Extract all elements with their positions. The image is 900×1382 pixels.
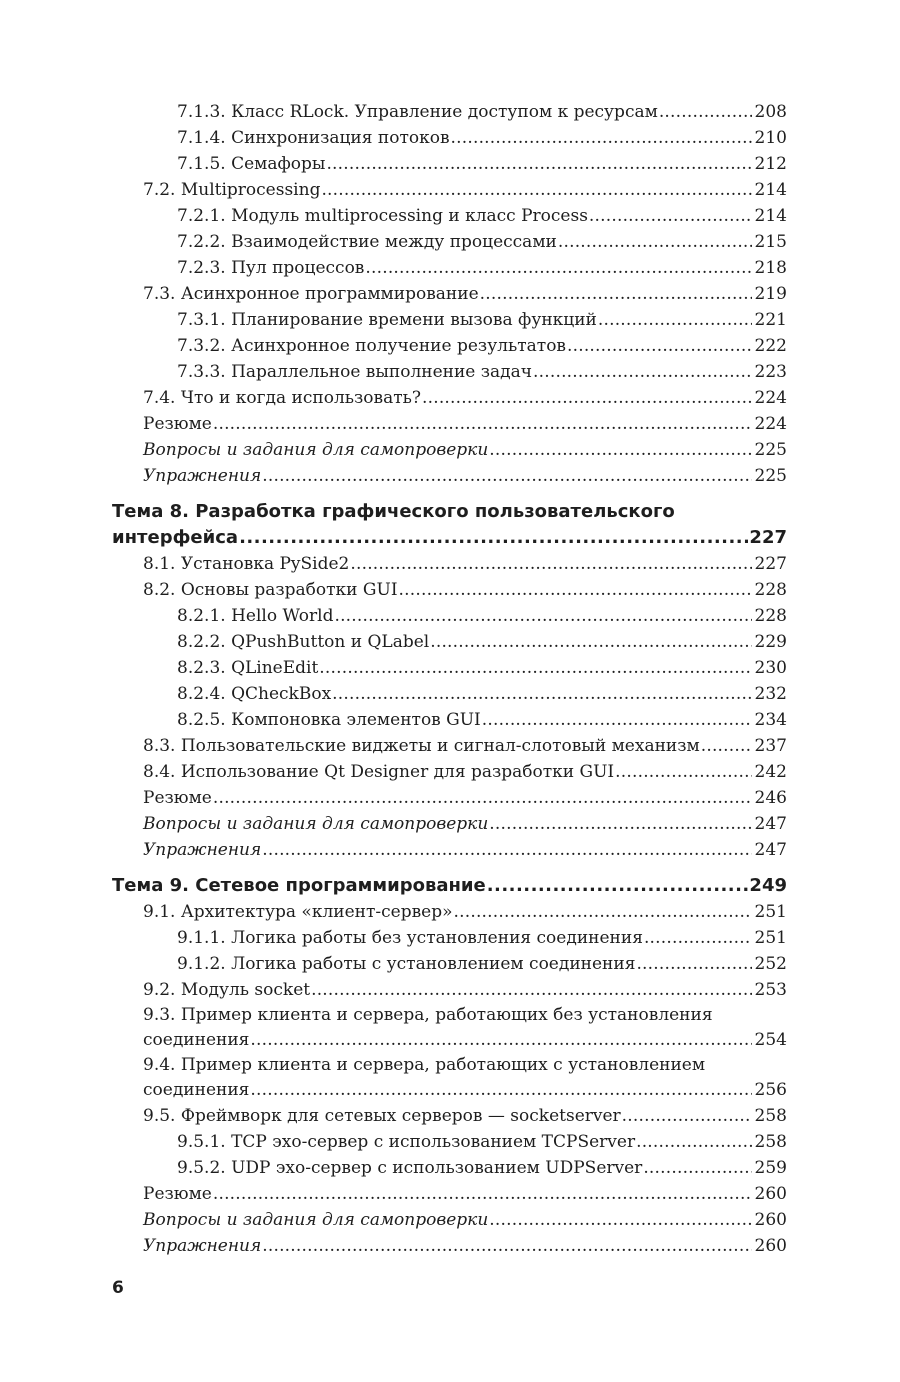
toc-entry xyxy=(112,229,787,255)
page-ref: 234 xyxy=(754,710,787,730)
dot-leader xyxy=(321,177,752,203)
entry-title: 8.1. Установка PySide2 xyxy=(143,554,350,574)
toc-entry xyxy=(112,333,787,359)
toc-entry xyxy=(112,655,787,681)
entry-title: 8.2.5. Компоновка элементов GUI xyxy=(177,710,481,730)
page-ref: 221 xyxy=(754,310,787,330)
chapter-title-line1: Тема 8. Разработка графического пользовательского xyxy=(112,501,675,522)
page-ref: 219 xyxy=(754,284,787,304)
page-ref: 215 xyxy=(754,232,787,252)
page-ref: 229 xyxy=(754,632,787,652)
toc-entry xyxy=(112,977,787,1003)
dot-leader xyxy=(454,899,752,925)
entry-title: 9.5.2. UDP эхо-сервер с использованием UDPServer xyxy=(177,1158,643,1178)
toc-entry xyxy=(112,925,787,951)
page-ref: 260 xyxy=(754,1210,787,1230)
page-ref: 227 xyxy=(749,527,787,548)
entry-title: 7.2.3. Пул процессов xyxy=(177,258,365,278)
page-ref: 252 xyxy=(754,954,787,974)
toc-group-chapter9-cont xyxy=(112,1103,787,1259)
entry-title: 8.2. Основы разработки GUI xyxy=(143,580,398,600)
page-ref: 230 xyxy=(754,658,787,678)
entry-title: Упражнения xyxy=(143,840,262,860)
dot-leader xyxy=(489,1207,752,1233)
page-ref: 251 xyxy=(754,928,787,948)
dot-leader xyxy=(250,1078,752,1103)
dot-leader xyxy=(636,1129,752,1155)
page-ref: 222 xyxy=(754,336,787,356)
page-ref: 224 xyxy=(754,414,787,434)
entry-title: 9.1. Архитектура «клиент-сервер» xyxy=(143,902,453,922)
toc-entry xyxy=(112,759,787,785)
page-ref: 259 xyxy=(754,1158,787,1178)
entry-title: 8.2.3. QLineEdit xyxy=(177,658,319,678)
dot-leader xyxy=(533,359,752,385)
page-ref: 228 xyxy=(754,580,787,600)
page-ref: 218 xyxy=(754,258,787,278)
dot-leader xyxy=(213,1181,752,1207)
toc-entry xyxy=(112,1103,787,1129)
dot-leader xyxy=(451,125,752,151)
entry-title: Резюме xyxy=(143,414,212,434)
dot-leader xyxy=(659,99,752,125)
dot-leader xyxy=(239,525,748,551)
table-of-contents xyxy=(112,99,787,1259)
entry-title: 7.3.3. Параллельное выполнение задач xyxy=(177,362,533,382)
chapter-title: Тема 9. Сетевое программирование xyxy=(112,875,486,896)
toc-entry xyxy=(112,681,787,707)
page-ref: 258 xyxy=(754,1106,787,1126)
dot-leader xyxy=(365,255,752,281)
entry-title: Резюме xyxy=(143,788,212,808)
entry-title: 7.2.1. Модуль multiprocessing и класс Process xyxy=(177,206,588,226)
dot-leader xyxy=(589,203,752,229)
dot-leader xyxy=(567,333,752,359)
entry-title: Упражнения xyxy=(143,466,262,486)
entry-title: 7.3.1. Планирование времени вызова функций xyxy=(177,310,597,330)
dot-leader xyxy=(213,411,752,437)
page-ref: 247 xyxy=(754,840,787,860)
entry-title: 8.4. Использование Qt Designer для разработки GUI xyxy=(143,762,615,782)
page-ref: 260 xyxy=(754,1184,787,1204)
entry-title: 9.5. Фреймворк для сетевых серверов — socketserver xyxy=(143,1106,621,1126)
entry-title-line2: соединения xyxy=(143,1030,250,1050)
toc-entry xyxy=(112,733,787,759)
toc-entry xyxy=(112,463,787,489)
page-ref: 249 xyxy=(749,875,787,896)
entry-title: 7.2. Multiprocessing xyxy=(143,180,321,200)
dot-leader xyxy=(489,811,752,837)
page-ref: 246 xyxy=(754,788,787,808)
page-ref: 256 xyxy=(754,1080,787,1100)
dot-leader xyxy=(487,873,749,899)
dot-leader xyxy=(319,655,752,681)
dot-leader xyxy=(489,437,752,463)
toc-entry xyxy=(112,437,787,463)
page-ref: 242 xyxy=(754,762,787,782)
page-ref: 260 xyxy=(754,1236,787,1256)
toc-entry xyxy=(112,1129,787,1155)
page-ref: 258 xyxy=(754,1132,787,1152)
toc-entry xyxy=(112,125,787,151)
toc-entry xyxy=(112,577,787,603)
page-ref: 227 xyxy=(754,554,787,574)
dot-leader xyxy=(262,1233,752,1259)
toc-entry xyxy=(112,603,787,629)
page-ref: 225 xyxy=(754,466,787,486)
toc-entry xyxy=(112,785,787,811)
dot-leader xyxy=(326,151,752,177)
page-ref: 237 xyxy=(754,736,787,756)
toc-entry xyxy=(143,1028,787,1053)
entry-title: 7.1.4. Синхронизация потоков xyxy=(177,128,450,148)
entry-title: Вопросы и задания для самопроверки xyxy=(143,440,489,460)
toc-entry xyxy=(112,551,787,577)
toc-entry xyxy=(143,1078,787,1103)
entry-title-line1: 9.3. Пример клиента и сервера, работающих без установления xyxy=(143,1005,713,1025)
entry-title: 8.2.4. QCheckBox xyxy=(177,684,332,704)
entry-title: Резюме xyxy=(143,1184,212,1204)
toc-entry xyxy=(112,1181,787,1207)
dot-leader xyxy=(332,681,752,707)
entry-title: 9.2. Модуль socket xyxy=(143,980,311,1000)
toc-entry xyxy=(112,837,787,863)
entry-title: 7.2.2. Взаимодействие между процессами xyxy=(177,232,557,252)
entry-title-line1: 9.4. Пример клиента и сервера, работающих с установлением xyxy=(143,1055,706,1075)
page-ref: 214 xyxy=(754,206,787,226)
toc-entry xyxy=(112,281,787,307)
toc-entry xyxy=(112,203,787,229)
dot-leader xyxy=(636,951,752,977)
page-number: 6 xyxy=(112,1278,124,1298)
page-ref: 228 xyxy=(754,606,787,626)
entry-title: 7.3.2. Асинхронное получение результатов xyxy=(177,336,566,356)
toc-entry xyxy=(112,899,787,925)
entry-title-line2: соединения xyxy=(143,1080,250,1100)
entry-title: 9.1.2. Логика работы с установлением соединения xyxy=(177,954,636,974)
entry-title: 7.1.3. Класс RLock. Управление доступом к ресурсам xyxy=(177,102,658,122)
toc-entry-9-4 xyxy=(112,1053,787,1103)
chapter-title-line2: интерфейса xyxy=(112,527,239,548)
page-ref: 225 xyxy=(754,440,787,460)
toc-chapter-9 xyxy=(112,873,787,899)
dot-leader xyxy=(430,629,752,655)
dot-leader xyxy=(480,281,752,307)
entry-title: Вопросы и задания для самопроверки xyxy=(143,814,489,834)
toc-entry xyxy=(112,1207,787,1233)
toc-entry xyxy=(112,359,787,385)
toc-entry xyxy=(112,707,787,733)
page-ref: 223 xyxy=(754,362,787,382)
entry-title: Упражнения xyxy=(143,1236,262,1256)
dot-leader xyxy=(644,925,752,951)
entry-title: 7.1.5. Семафоры xyxy=(177,154,326,174)
entry-title: 7.4. Что и когда использовать? xyxy=(143,388,421,408)
dot-leader xyxy=(262,463,752,489)
entry-title: 9.1.1. Логика работы без установления соединения xyxy=(177,928,643,948)
entry-title: Вопросы и задания для самопроверки xyxy=(143,1210,489,1230)
page-ref: 251 xyxy=(754,902,787,922)
toc-entry xyxy=(112,177,787,203)
page-ref: 232 xyxy=(754,684,787,704)
dot-leader xyxy=(598,307,752,333)
dot-leader xyxy=(262,837,752,863)
dot-leader xyxy=(250,1028,752,1053)
entry-title: 8.2.1. Hello World xyxy=(177,606,334,626)
toc-entry xyxy=(112,951,787,977)
page-ref: 247 xyxy=(754,814,787,834)
entry-title: 9.5.1. TCP эхо-сервер с использованием TCPServer xyxy=(177,1132,636,1152)
toc-group-chapter7 xyxy=(112,99,787,489)
dot-leader xyxy=(399,577,752,603)
toc-entry xyxy=(112,151,787,177)
entry-title: 7.3. Асинхронное программирование xyxy=(143,284,479,304)
toc-group-chapter9 xyxy=(112,899,787,1003)
toc-entry-9-3 xyxy=(112,1003,787,1053)
dot-leader xyxy=(350,551,752,577)
toc-entry xyxy=(112,525,787,551)
toc-entry xyxy=(112,307,787,333)
toc-entry xyxy=(112,99,787,125)
toc-entry xyxy=(112,255,787,281)
dot-leader xyxy=(213,785,752,811)
dot-leader xyxy=(422,385,752,411)
toc-chapter-8 xyxy=(112,499,787,551)
page-ref: 224 xyxy=(754,388,787,408)
toc-entry xyxy=(112,411,787,437)
toc-entry xyxy=(112,873,787,899)
dot-leader xyxy=(482,707,752,733)
entry-title: 8.2.2. QPushButton и QLabel xyxy=(177,632,430,652)
page-ref: 254 xyxy=(754,1030,787,1050)
page-ref: 214 xyxy=(754,180,787,200)
toc-group-chapter8 xyxy=(112,551,787,863)
dot-leader xyxy=(643,1155,752,1181)
dot-leader xyxy=(622,1103,752,1129)
dot-leader xyxy=(701,733,752,759)
page-ref: 210 xyxy=(754,128,787,148)
dot-leader xyxy=(334,603,752,629)
toc-entry xyxy=(112,385,787,411)
page-ref: 212 xyxy=(754,154,787,174)
page-ref: 253 xyxy=(754,980,787,1000)
toc-entry xyxy=(112,1233,787,1259)
dot-leader xyxy=(558,229,752,255)
dot-leader xyxy=(311,977,752,1003)
toc-entry xyxy=(112,629,787,655)
toc-entry xyxy=(112,1155,787,1181)
toc-entry xyxy=(112,811,787,837)
entry-title: 8.3. Пользовательские виджеты и сигнал-слотовый механизм xyxy=(143,736,700,756)
page-ref: 208 xyxy=(754,102,787,122)
dot-leader xyxy=(615,759,752,785)
